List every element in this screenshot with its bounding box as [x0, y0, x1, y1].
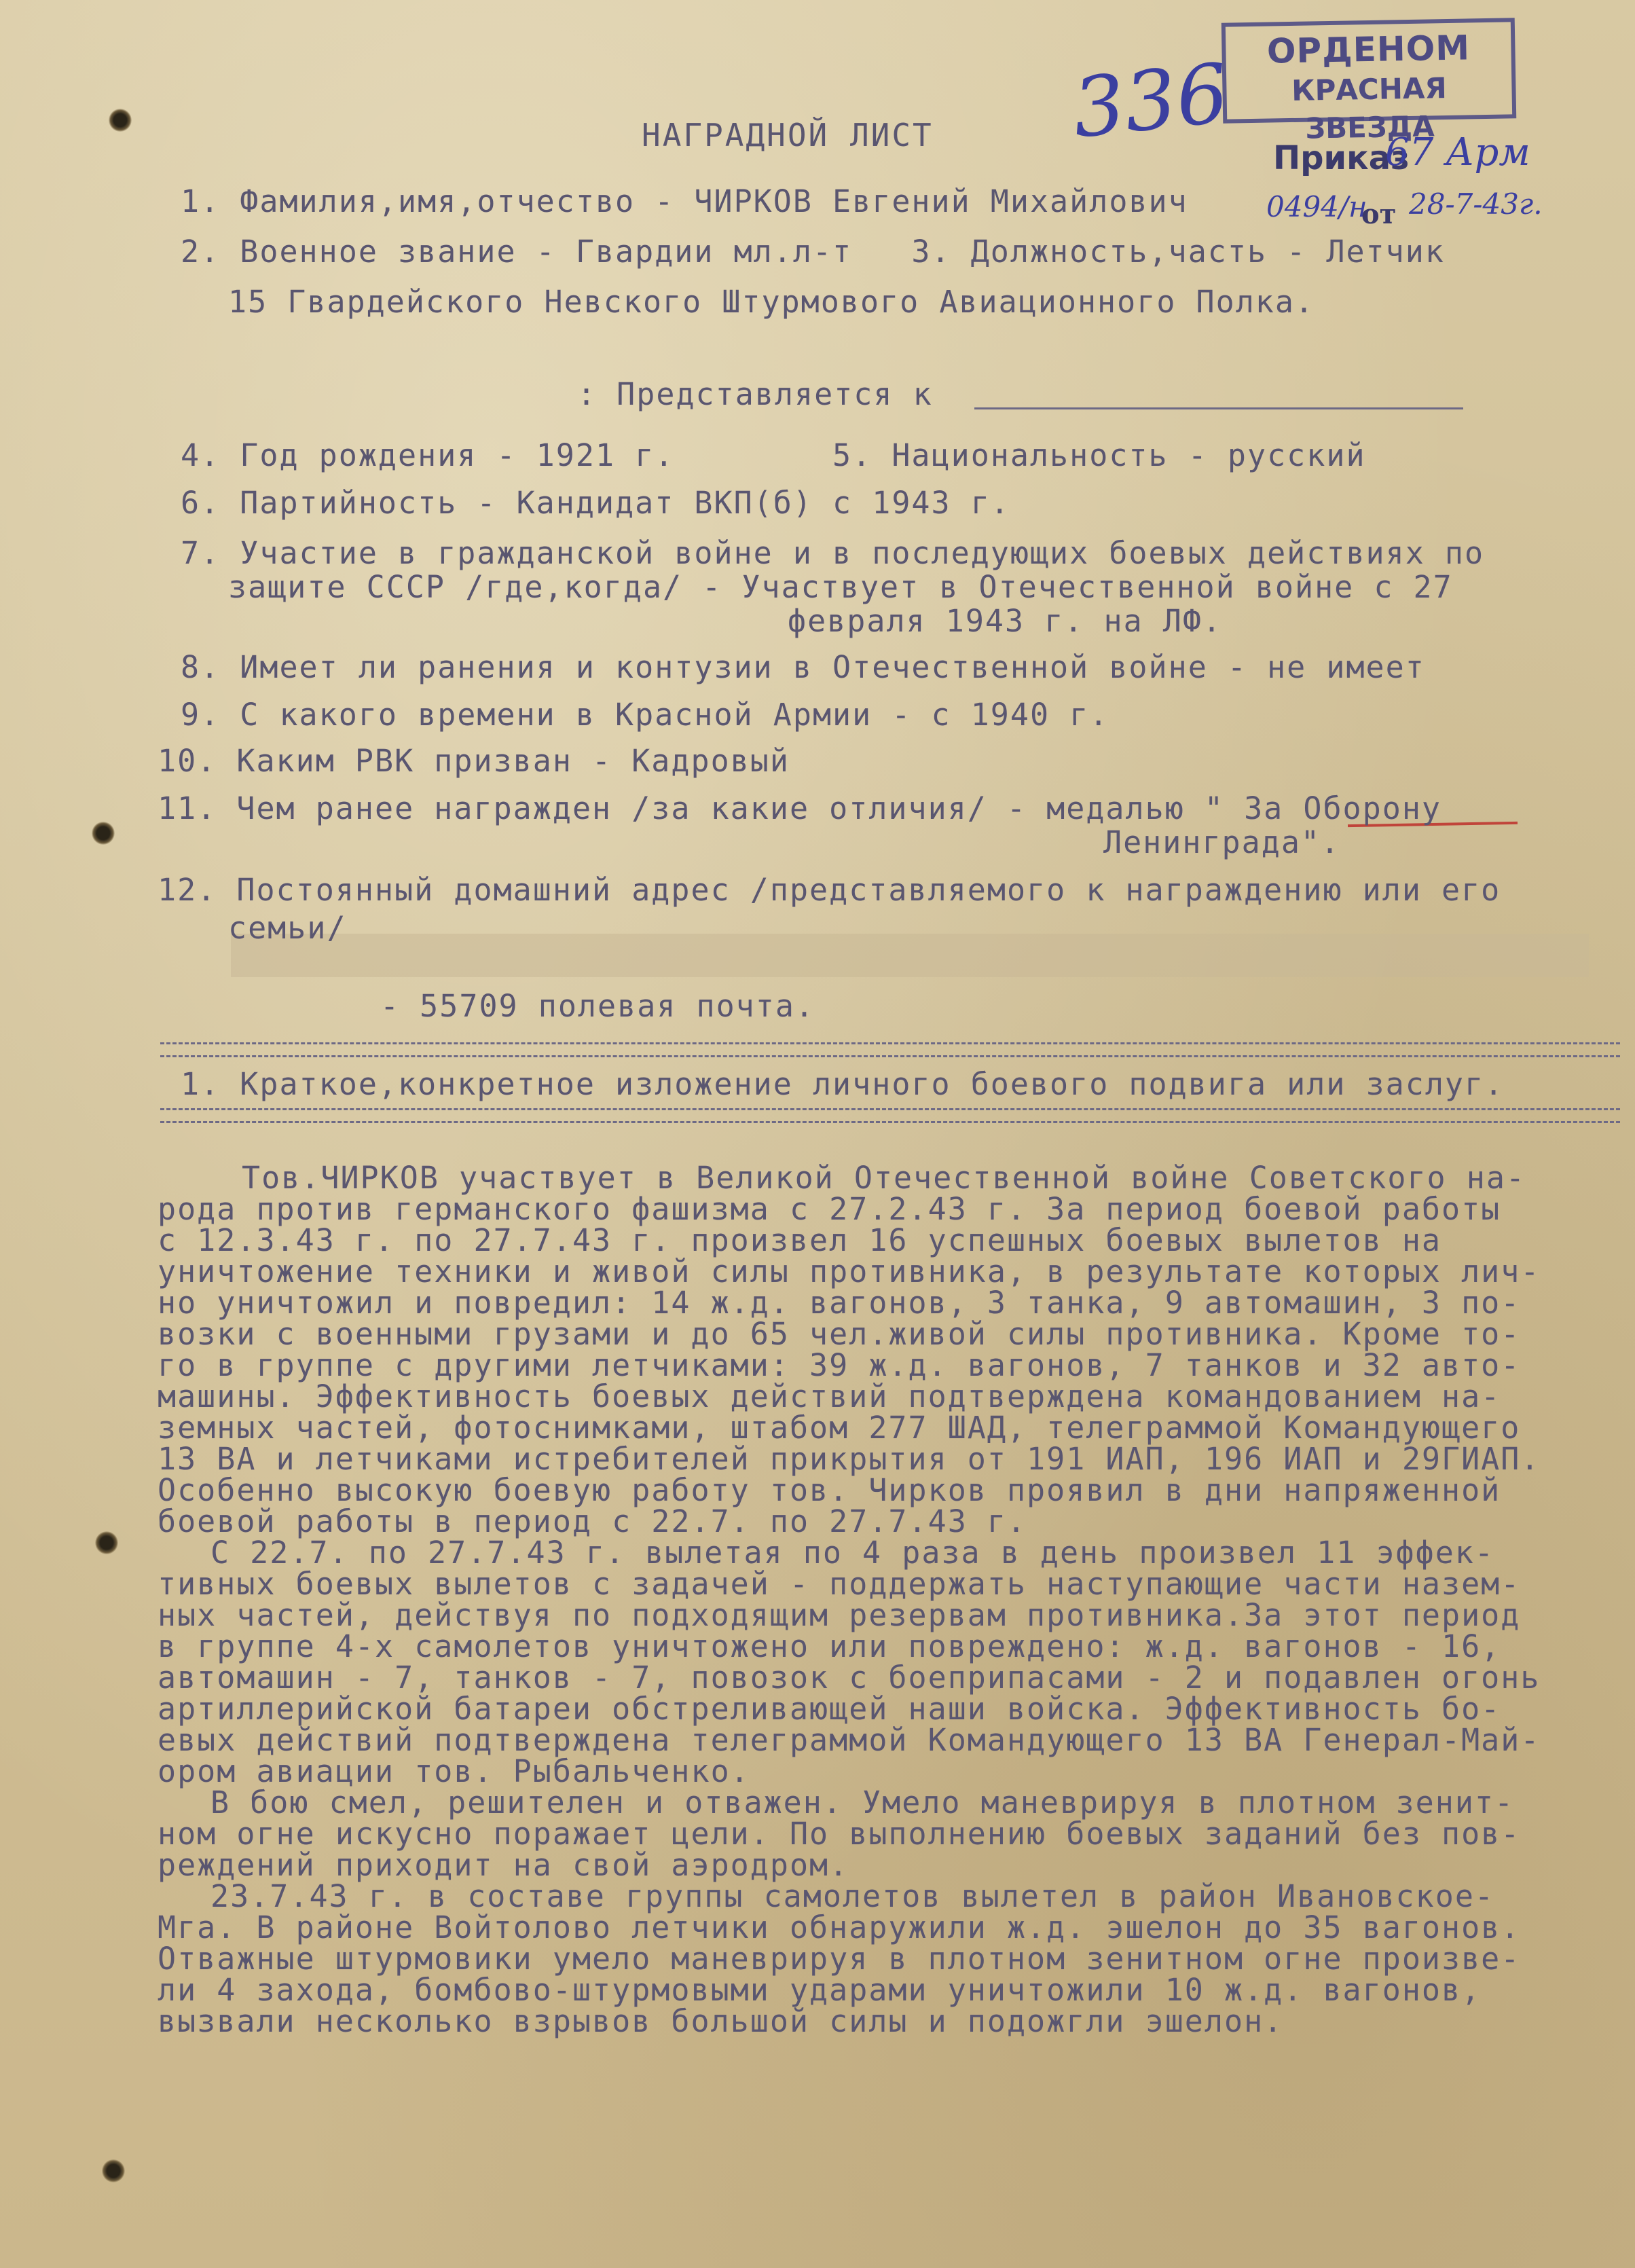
order-label: Приказ	[1273, 139, 1410, 177]
order-from: от	[1361, 198, 1397, 230]
order-value: 67 Арм	[1385, 130, 1530, 175]
text-line: 9. С какого времени в Красной Армии - с 1940 г.	[181, 697, 1109, 733]
text-line: с 12.3.43 г. по 27.7.43 г. произвел 16 успешных боевых вылетов на	[158, 1222, 1441, 1258]
text-line: ном огне искусно поражает цели. По выполнению боевых заданий без пов-	[158, 1816, 1521, 1852]
text-line: 8. Имеет ли ранения и контузии в Отечественной войне - не имеет	[181, 649, 1425, 685]
text-line: ных частей, действуя по подходящим резервам противника.За этот период	[158, 1597, 1521, 1633]
text-line: 4. Год рождения - 1921 г. 5. Национальность - русский	[181, 437, 1366, 473]
text-line: 1. Фамилия,имя,отчество - ЧИРКОВ Евгений Михайлович	[181, 183, 1188, 219]
text-line: 1. Краткое,конкретное изложение личного боевого подвига или заслуг.	[181, 1066, 1505, 1102]
punch-hole	[92, 822, 115, 845]
text-line: 13 ВА и летчиками истребителей прикрытия от 191 ИАП, 196 ИАП и 29ГИАП.	[158, 1441, 1541, 1477]
text-line: 10. Каким РВК призван - Кадровый	[158, 743, 790, 779]
text-line: Отважные штурмовики умело маневрируя в плотном зенитном огне произве-	[158, 1941, 1521, 1977]
text-line: возки с военными грузами и до 65 чел.живой силы противника. Кроме то-	[158, 1316, 1521, 1352]
order-date: 28-7-43г.	[1409, 187, 1543, 221]
text-line: Мга. В районе Войтолово летчики обнаружили ж.д. эшелон до 35 вагонов.	[158, 1909, 1521, 1945]
text-line: В бою смел, решителен и отважен. Умело маневрируя в плотном зенит-	[210, 1785, 1515, 1821]
redacted-area	[231, 934, 1589, 977]
text-line: февраля 1943 г. на ЛФ.	[788, 603, 1223, 639]
text-line: евых действий подтверждена телеграммой Командующего 13 ВА Генерал-Май-	[158, 1722, 1541, 1758]
text-line: : Представляется к	[577, 376, 933, 412]
handwritten-number: 336	[1068, 46, 1233, 157]
text-line: 23.7.43 г. в составе группы самолетов вылетел в район Ивановское-	[210, 1878, 1494, 1914]
text-line: 12. Постоянный домашний адрес /представляемого к награждению или его	[158, 872, 1501, 908]
text-line: боевой работы в период с 22.7. по 27.7.43 г.	[158, 1503, 1027, 1539]
separator-bottom	[160, 1108, 1620, 1123]
text-line: но уничтожил и повредил: 14 ж.д. вагонов, 3 танка, 9 автомашин, 3 по-	[158, 1285, 1521, 1321]
text-line: земных частей, фотоснимками, штабом 277 ШАД, телеграммой Командующего	[158, 1410, 1521, 1446]
text-line: Ленинграда".	[1103, 824, 1341, 860]
text-line: уничтожение техники и живой силы противника, в результате которых лич-	[158, 1254, 1541, 1290]
text-line: автомашин - 7, танков - 7, повозок с боеприпасами - 2 и подавлен огонь	[158, 1660, 1541, 1696]
blank-line	[974, 407, 1463, 409]
punch-hole	[109, 109, 132, 132]
text-line: 15 Гвардейского Невского Штурмового Авиационного Полка.	[228, 284, 1315, 320]
text-line: тивных боевых вылетов с задачей - поддержать наступающие части назем-	[158, 1566, 1521, 1602]
order-number: 0494/н	[1266, 190, 1367, 223]
text-line: 6. Партийность - Кандидат ВКП(б) с 1943 г.	[181, 485, 1010, 521]
award-stamp	[1221, 18, 1517, 145]
text-line: реждений приходит на свой аэродром.	[158, 1847, 849, 1883]
text-line: вызвали несколько взрывов большой силы и подожгли эшелон.	[158, 2003, 1284, 2039]
text-line: рода против германского фашизма с 27.2.43 г. За период боевой работы	[158, 1191, 1501, 1227]
text-line: 11. Чем ранее награжден /за какие отличия/ - медалью " За Оборону	[158, 790, 1441, 826]
text-line: ли 4 захода, бомбово-штурмовыми ударами уничтожили 10 ж.д. вагонов,	[158, 1972, 1482, 2008]
text-line: артиллерийской батареи обстреливающей наши войска. Эффективность бо-	[158, 1691, 1501, 1727]
text-line: ором авиации тов. Рыбальченко.	[158, 1753, 750, 1789]
text-line: го в группе с другими летчиками: 39 ж.д. вагонов, 7 танков и 32 авто-	[158, 1347, 1521, 1383]
text-line: машины. Эффективность боевых действий подтверждена командованием на-	[158, 1378, 1501, 1414]
text-line: Тов.ЧИРКОВ участвует в Великой Отечественной войне Советского на-	[242, 1160, 1526, 1196]
text-line: 2. Военное звание - Гвардии мл.л-т 3. Должность,часть - Летчик	[181, 234, 1445, 270]
text-line: С 22.7. по 27.7.43 г. вылетая по 4 раза в день произвел 11 эффек-	[210, 1535, 1494, 1571]
text-line: - 55709 полевая почта.	[380, 988, 815, 1024]
punch-hole	[102, 2159, 125, 2182]
stamp-line-2: КРАСНАЯ ЗВЕЗДА	[1291, 71, 1448, 145]
document-title: НАГРАДНОЙ ЛИСТ	[642, 117, 934, 153]
separator-top	[160, 1042, 1620, 1057]
stamp-line-1: ОРДЕНОМ	[1266, 28, 1471, 71]
text-line: семьи/	[228, 910, 347, 946]
text-line: 7. Участие в гражданской войне и в последующих боевых действиях по	[181, 535, 1485, 571]
text-line: в группе 4-х самолетов уничтожено или повреждено: ж.д. вагонов - 16,	[158, 1628, 1501, 1664]
text-line: защите СССР /где,когда/ - Участвует в Отечественной войне с 27	[228, 569, 1453, 605]
punch-hole	[95, 1531, 118, 1554]
text-line: Особенно высокую боевую работу тов. Чирков проявил в дни напряженной	[158, 1472, 1501, 1508]
